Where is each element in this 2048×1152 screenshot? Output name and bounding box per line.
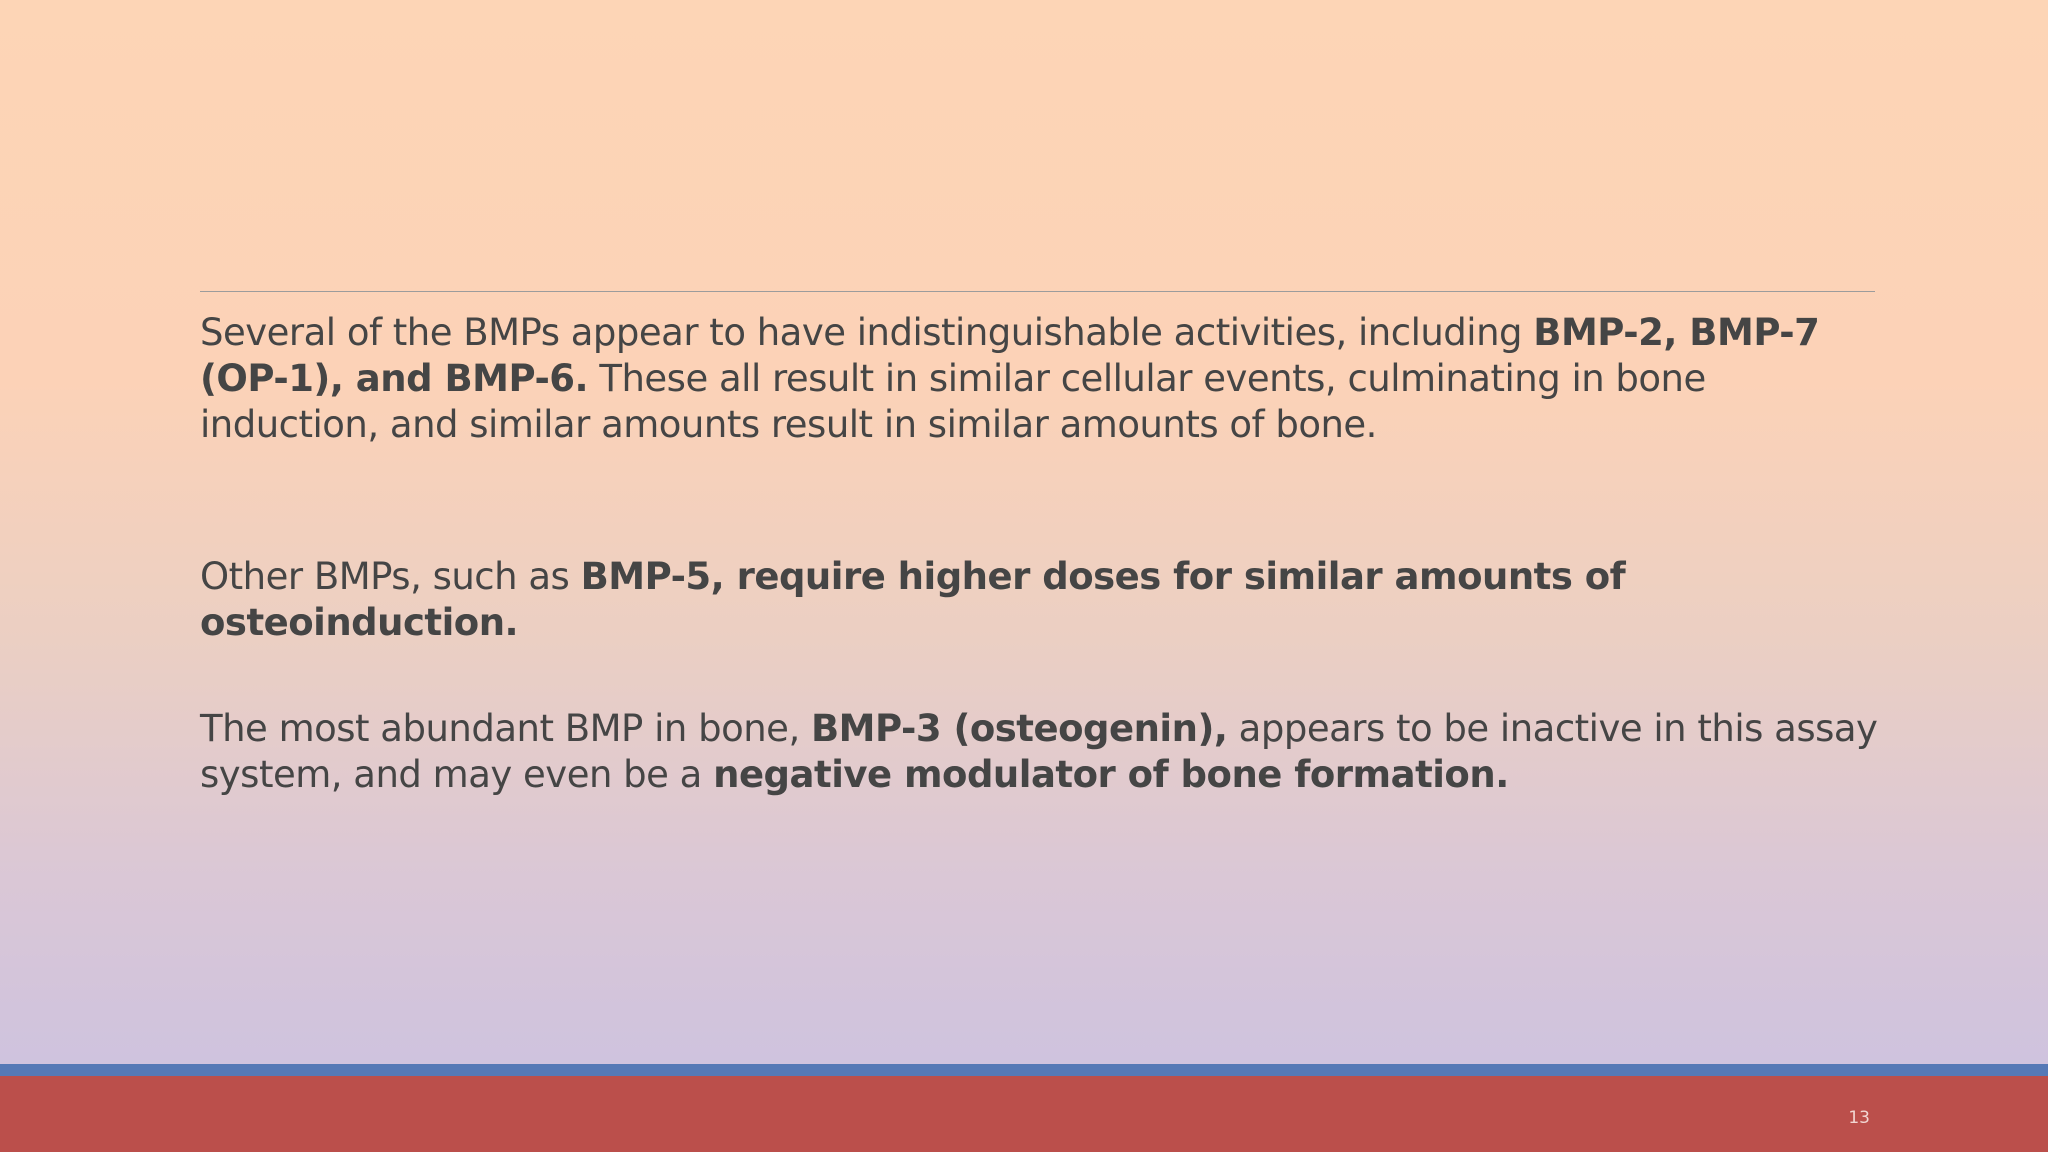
footer-accent-bar	[0, 1064, 2048, 1076]
paragraph-3-run-3: appears to be inactive in this assay system, and may even be a	[200, 707, 1878, 796]
title-divider	[200, 291, 1875, 292]
paragraph-3	[200, 706, 1880, 798]
paragraph-2	[200, 554, 1880, 646]
footer-bar	[0, 1076, 2048, 1152]
page-number: 13	[1848, 1108, 1870, 1128]
paragraph-1-run-2: BMP-2, BMP-7 (OP-1), and BMP-6.	[200, 311, 1820, 400]
paragraph-1-run-1: Several of the BMPs appear to have indistinguishable activities, including	[200, 311, 1534, 354]
paragraph-3-run-1: The most abundant BMP in bone,	[200, 707, 811, 750]
paragraph-3-run-4: negative modulator of bone formation.	[713, 753, 1509, 796]
paragraph-1	[200, 310, 1880, 448]
paragraph-3-run-2: BMP-3 (osteogenin),	[810, 707, 1228, 750]
paragraph-2-run-2: BMP-5, require higher doses for similar amounts of osteoinduction.	[200, 555, 1626, 644]
paragraph-2-run-1: Other BMPs, such as	[200, 555, 581, 598]
paragraph-1-run-3: These all result in similar cellular events, culminating in bone induction, and similar amounts result in similar amounts of bone.	[200, 357, 1706, 446]
